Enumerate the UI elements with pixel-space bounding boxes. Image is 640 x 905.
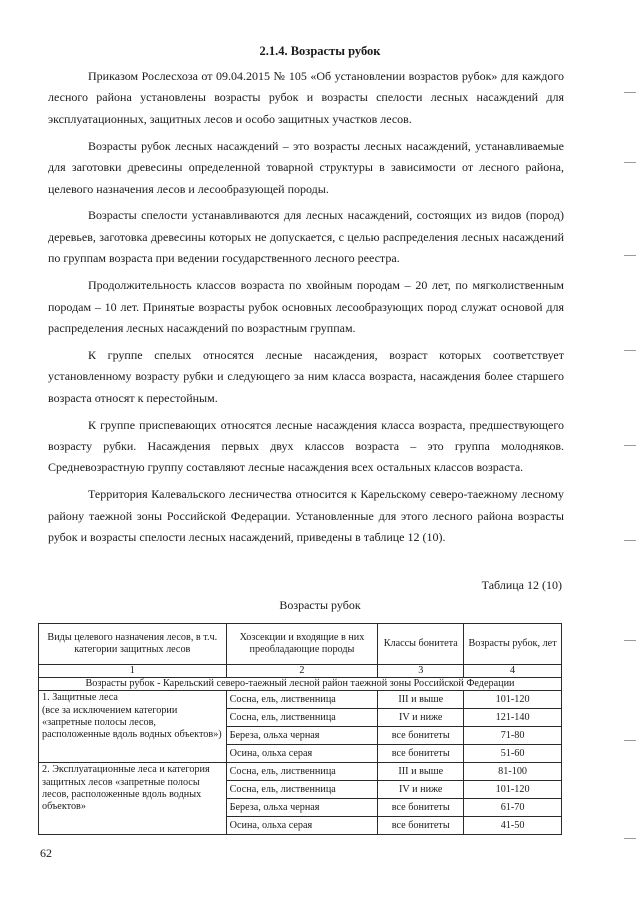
- table-row: [39, 763, 562, 781]
- paragraph: Возрасты спелости устанавливаются для лесных насаждений, состоящих из видов (пород) деревьев, заготовка древесины которых не допускается, с целью распределения лесных насаждений по группам возраста при ведении государственного лесного реестра.: [48, 208, 564, 266]
- age-cell: 81-100: [464, 763, 562, 781]
- column-number: 4: [464, 665, 562, 678]
- cutting-ages-table: [38, 623, 562, 835]
- age-cell: 101-120: [464, 781, 562, 799]
- species-cell: Сосна, ель, лиственница: [226, 763, 378, 781]
- category-text: 2. Эксплуатационные леса и категория защитных лесов «запретные полосы лесов, расположенные вдоль водных объектов»: [42, 764, 210, 813]
- age-cell: 71-80: [464, 727, 562, 745]
- species-cell: Сосна, ель, лиственница: [226, 781, 378, 799]
- table-caption: Таблица 12 (10): [481, 578, 562, 592]
- species-cell: Осина, ольха серая: [226, 817, 378, 835]
- age-cell: 101-120: [464, 691, 562, 709]
- bonitet-cell: III и выше: [378, 763, 464, 781]
- species-cell: Сосна, ель, лиственница: [226, 691, 378, 709]
- table-row: [39, 691, 562, 709]
- bonitet-cell: все бонитеты: [378, 817, 464, 835]
- header-bonitet: Классы бонитета: [378, 624, 464, 665]
- header-age: Возрасты рубок, лет: [464, 624, 562, 665]
- bonitet-cell: все бонитеты: [378, 745, 464, 763]
- bonitet-cell: IV и ниже: [378, 709, 464, 727]
- category-cell: [39, 763, 227, 835]
- age-cell: 121-140: [464, 709, 562, 727]
- paragraph: К группе приспевающих относятся лесные насаждения класса возраста, предшествующего возрасту рубки. Насаждения первых двух классов возраста – это группа молодняков. Средневозрастную группу составляют лесные насаждения всех остальных классов возраста.: [48, 417, 564, 475]
- column-number-row: [39, 665, 562, 678]
- age-cell: 51-60: [464, 745, 562, 763]
- table-title: Возрасты рубок: [279, 598, 361, 612]
- paragraph: К группе спелых относятся лесные насаждения, возраст которых соответствует установленному возрасту рубки и следующего за ним класса возраста, насаждения более старшего возраста относят к перестойным.: [48, 347, 564, 405]
- section-row: [39, 678, 562, 691]
- column-number: 3: [378, 665, 464, 678]
- bonitet-cell: III и выше: [378, 691, 464, 709]
- page-number: 62: [40, 846, 52, 860]
- margin-mark: [624, 740, 636, 741]
- species-cell: Осина, ольха серая: [226, 745, 378, 763]
- age-cell: 61-70: [464, 799, 562, 817]
- bonitet-cell: все бонитеты: [378, 799, 464, 817]
- section-heading: 2.1.4. Возрасты рубок: [259, 44, 381, 58]
- table-header-row: [39, 624, 562, 665]
- header-species: Хозсекции и входящие в них преобладающие породы: [226, 624, 378, 665]
- body-text: [48, 66, 564, 554]
- margin-mark: [624, 350, 636, 351]
- margin-mark: [624, 92, 636, 93]
- age-cell: 41-50: [464, 817, 562, 835]
- paragraph: Приказом Рослесхоза от 09.04.2015 № 105 «Об установлении возрастов рубок» для каждого лесного района установлены возрасты рубок и возрасты спелости лесных насаждений для эксплуатационных, защитных лесов и особо защитных участков лесов.: [48, 69, 564, 126]
- header-purpose: Виды целевого назначения лесов, в т.ч. категории защитных лесов: [39, 624, 227, 665]
- margin-mark: [624, 255, 636, 256]
- column-number: 1: [39, 665, 227, 678]
- section-title: Возрасты рубок - Карельский северо-таежный лесной район таежной зоны Российской Федерации: [39, 678, 562, 691]
- paragraph: Территория Калевальского лесничества относится к Карельскому северо-таежному лесному району таежной зоны Российской Федерации. Установленные для этого лесного района возрасты рубок и возрасты спелости лесных насаждений, приведены в таблице 12 (10).: [48, 487, 564, 545]
- margin-mark: [624, 640, 636, 641]
- column-number: 2: [226, 665, 378, 678]
- bonitet-cell: все бонитеты: [378, 727, 464, 745]
- paragraph: Возрасты рубок лесных насаждений – это возрасты лесных насаждений, устанавливаемые для заготовки древесины определенной товарной структуры в зависимости от лесного района, целевого назначения лесов и лесообразующей породы.: [48, 138, 564, 196]
- margin-mark: [624, 162, 636, 163]
- margin-mark: [624, 445, 636, 446]
- species-cell: Сосна, ель, лиственница: [226, 709, 378, 727]
- margin-mark: [624, 540, 636, 541]
- species-cell: Береза, ольха черная: [226, 727, 378, 745]
- species-cell: Береза, ольха черная: [226, 799, 378, 817]
- category-cell: [39, 691, 227, 763]
- paragraph: Продолжительность классов возраста по хвойным породам – 20 лет, по мягколиственным породам – 10 лет. Принятые возрасты рубок основных лесообразующих пород служат основой для распределения лесных насаждений по возрастным группам.: [48, 278, 564, 335]
- bonitet-cell: IV и ниже: [378, 781, 464, 799]
- category-text: 1. Защитные леса (все за исключением категории «запретные полосы лесов, расположенные вдоль водных объектов»): [42, 692, 222, 741]
- margin-mark: [624, 838, 636, 839]
